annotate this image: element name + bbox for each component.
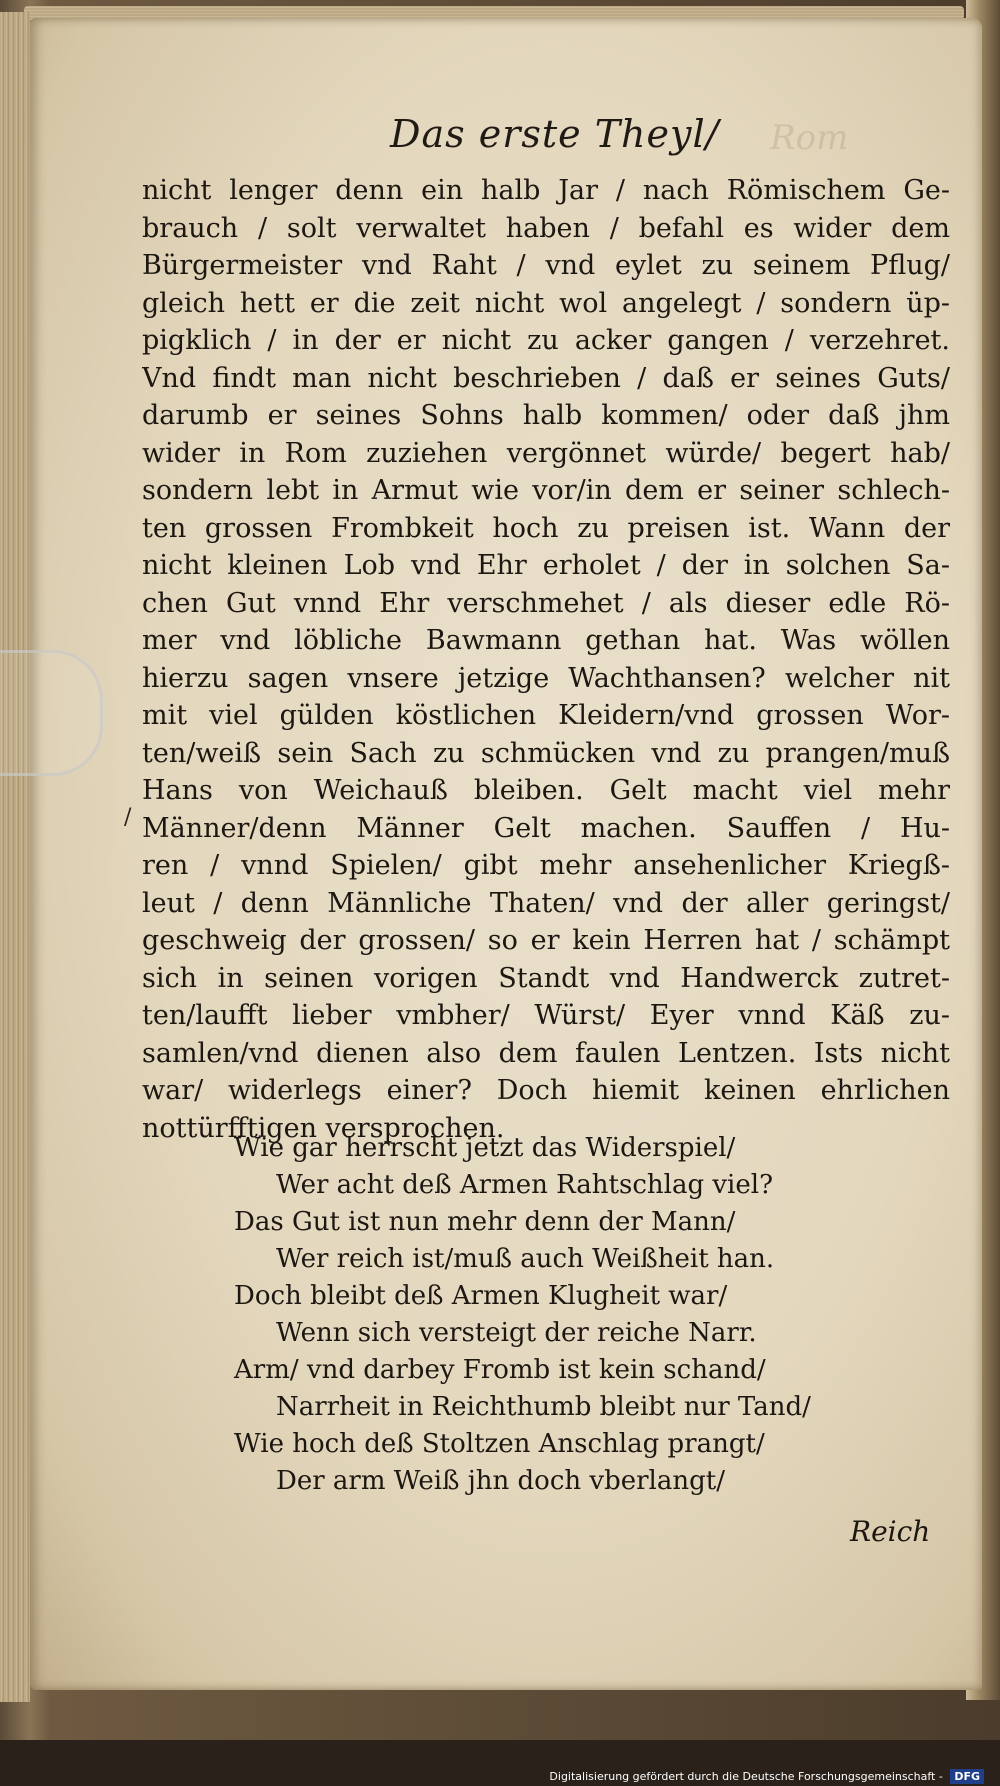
dfg-logo: DFG — [950, 1769, 984, 1784]
verse-line: Arm/ vnd darbey Fromb ist kein schand/ — [234, 1355, 766, 1385]
verse-line: Wie gar herrscht jetzt das Widerspiel/ — [234, 1133, 736, 1163]
verse-line: Wie hoch deß Stoltzen Anschlag prangt/ — [234, 1429, 765, 1459]
body-text — [142, 172, 950, 1147]
running-head: Das erste Theyl/ — [390, 112, 720, 156]
text-line: nottürfftigen versprochen. — [142, 1112, 505, 1144]
text-line: brauch / solt verwaltet haben / befahl es wider dem — [142, 212, 950, 244]
text-line: leut / denn Männliche Thaten/ vnd der aller geringst/ — [142, 887, 950, 919]
text-line: Männer/denn Männer Gelt machen. Sauffen / Hu- — [142, 812, 950, 844]
text-line: chen Gut vnnd Ehr verschmehet / als dieser edle Rö- — [142, 587, 950, 619]
text-line: nicht lenger denn ein halb Jar / nach Römischem Ge- — [142, 175, 950, 206]
page-clip — [0, 650, 103, 776]
text-line: Hans von Weichauß bleiben. Gelt macht viel mehr — [142, 775, 950, 806]
verse-line: Wer reich ist/muß auch Weißheit han. — [276, 1244, 775, 1274]
text-line: sondern lebt in Armut wie vor/in dem er seiner schlech- — [142, 475, 950, 506]
text-line: mit viel gülden köstlichen Kleidern/vnd grossen Wor- — [142, 700, 950, 731]
credit-text: Digitalisierung gefördert durch die Deutsche Forschungsgemeinschaft - — [549, 1770, 943, 1783]
verse-line: Der arm Weiß jhn doch vberlangt/ — [276, 1466, 725, 1496]
text-line: ten/weiß sein Sach zu schmücken vnd zu prangen/muß — [142, 737, 950, 769]
text-line: samlen/vnd dienen also dem faulen Lentzen. Ists nicht — [142, 1037, 950, 1069]
show-through-text: Rom — [770, 118, 849, 158]
text-line: darumb er seines Sohns halb kommen/ oder daß jhm — [142, 400, 950, 431]
verse-line: Narrheit in Reichthumb bleibt nur Tand/ — [276, 1392, 811, 1422]
text-line: hierzu sagen vnsere jetzige Wachthansen? welcher nit — [142, 662, 950, 694]
margin-mark: / — [124, 805, 132, 830]
verse-line: Wer acht deß Armen Rahtschlag viel? — [276, 1170, 774, 1200]
text-line: Bürgermeister vnd Raht / vnd eylet zu seinem Pflug/ — [142, 250, 950, 281]
verse-line: Wenn sich versteigt der reiche Narr. — [276, 1318, 757, 1348]
verse-block — [234, 1130, 854, 1500]
digitization-credit — [549, 1769, 984, 1784]
text-line: nicht kleinen Lob vnd Ehr erholet / der in solchen Sa- — [142, 550, 950, 581]
text-line: sich in seinen vorigen Standt vnd Handwerck zutret- — [142, 962, 950, 994]
text-line: wider in Rom zuziehen vergönnet würde/ begert hab/ — [142, 437, 950, 469]
text-line: mer vnd löbliche Bawmann gethan hat. Was wöllen — [142, 625, 950, 656]
verse-line: Doch bleibt deß Armen Klugheit war/ — [234, 1281, 728, 1311]
page-edge-left — [0, 12, 30, 1702]
catchword: Reich — [850, 1515, 931, 1548]
text-line: ren / vnnd Spielen/ gibt mehr ansehenlicher Kriegß- — [142, 850, 950, 881]
text-line: pigklich / in der er nicht zu acker gangen / verzehret. — [142, 325, 950, 356]
text-line: ten grossen Frombkeit hoch zu preisen ist. Wann der — [142, 512, 950, 544]
text-line: ten/laufft lieber vmbher/ Würst/ Eyer vnnd Käß zu- — [142, 1000, 950, 1031]
verse-line: Das Gut ist nun mehr denn der Mann/ — [234, 1207, 736, 1237]
text-line: Vnd findt man nicht beschrieben / daß er seines Guts/ — [142, 362, 950, 394]
text-line: war/ widerlegs einer? Doch hiemit keinen ehrlichen — [142, 1075, 950, 1106]
text-line: geschweig der grossen/ so er kein Herren hat / schämpt — [142, 925, 950, 956]
text-line: gleich hett er die zeit nicht wol angelegt / sondern üp- — [142, 287, 950, 319]
